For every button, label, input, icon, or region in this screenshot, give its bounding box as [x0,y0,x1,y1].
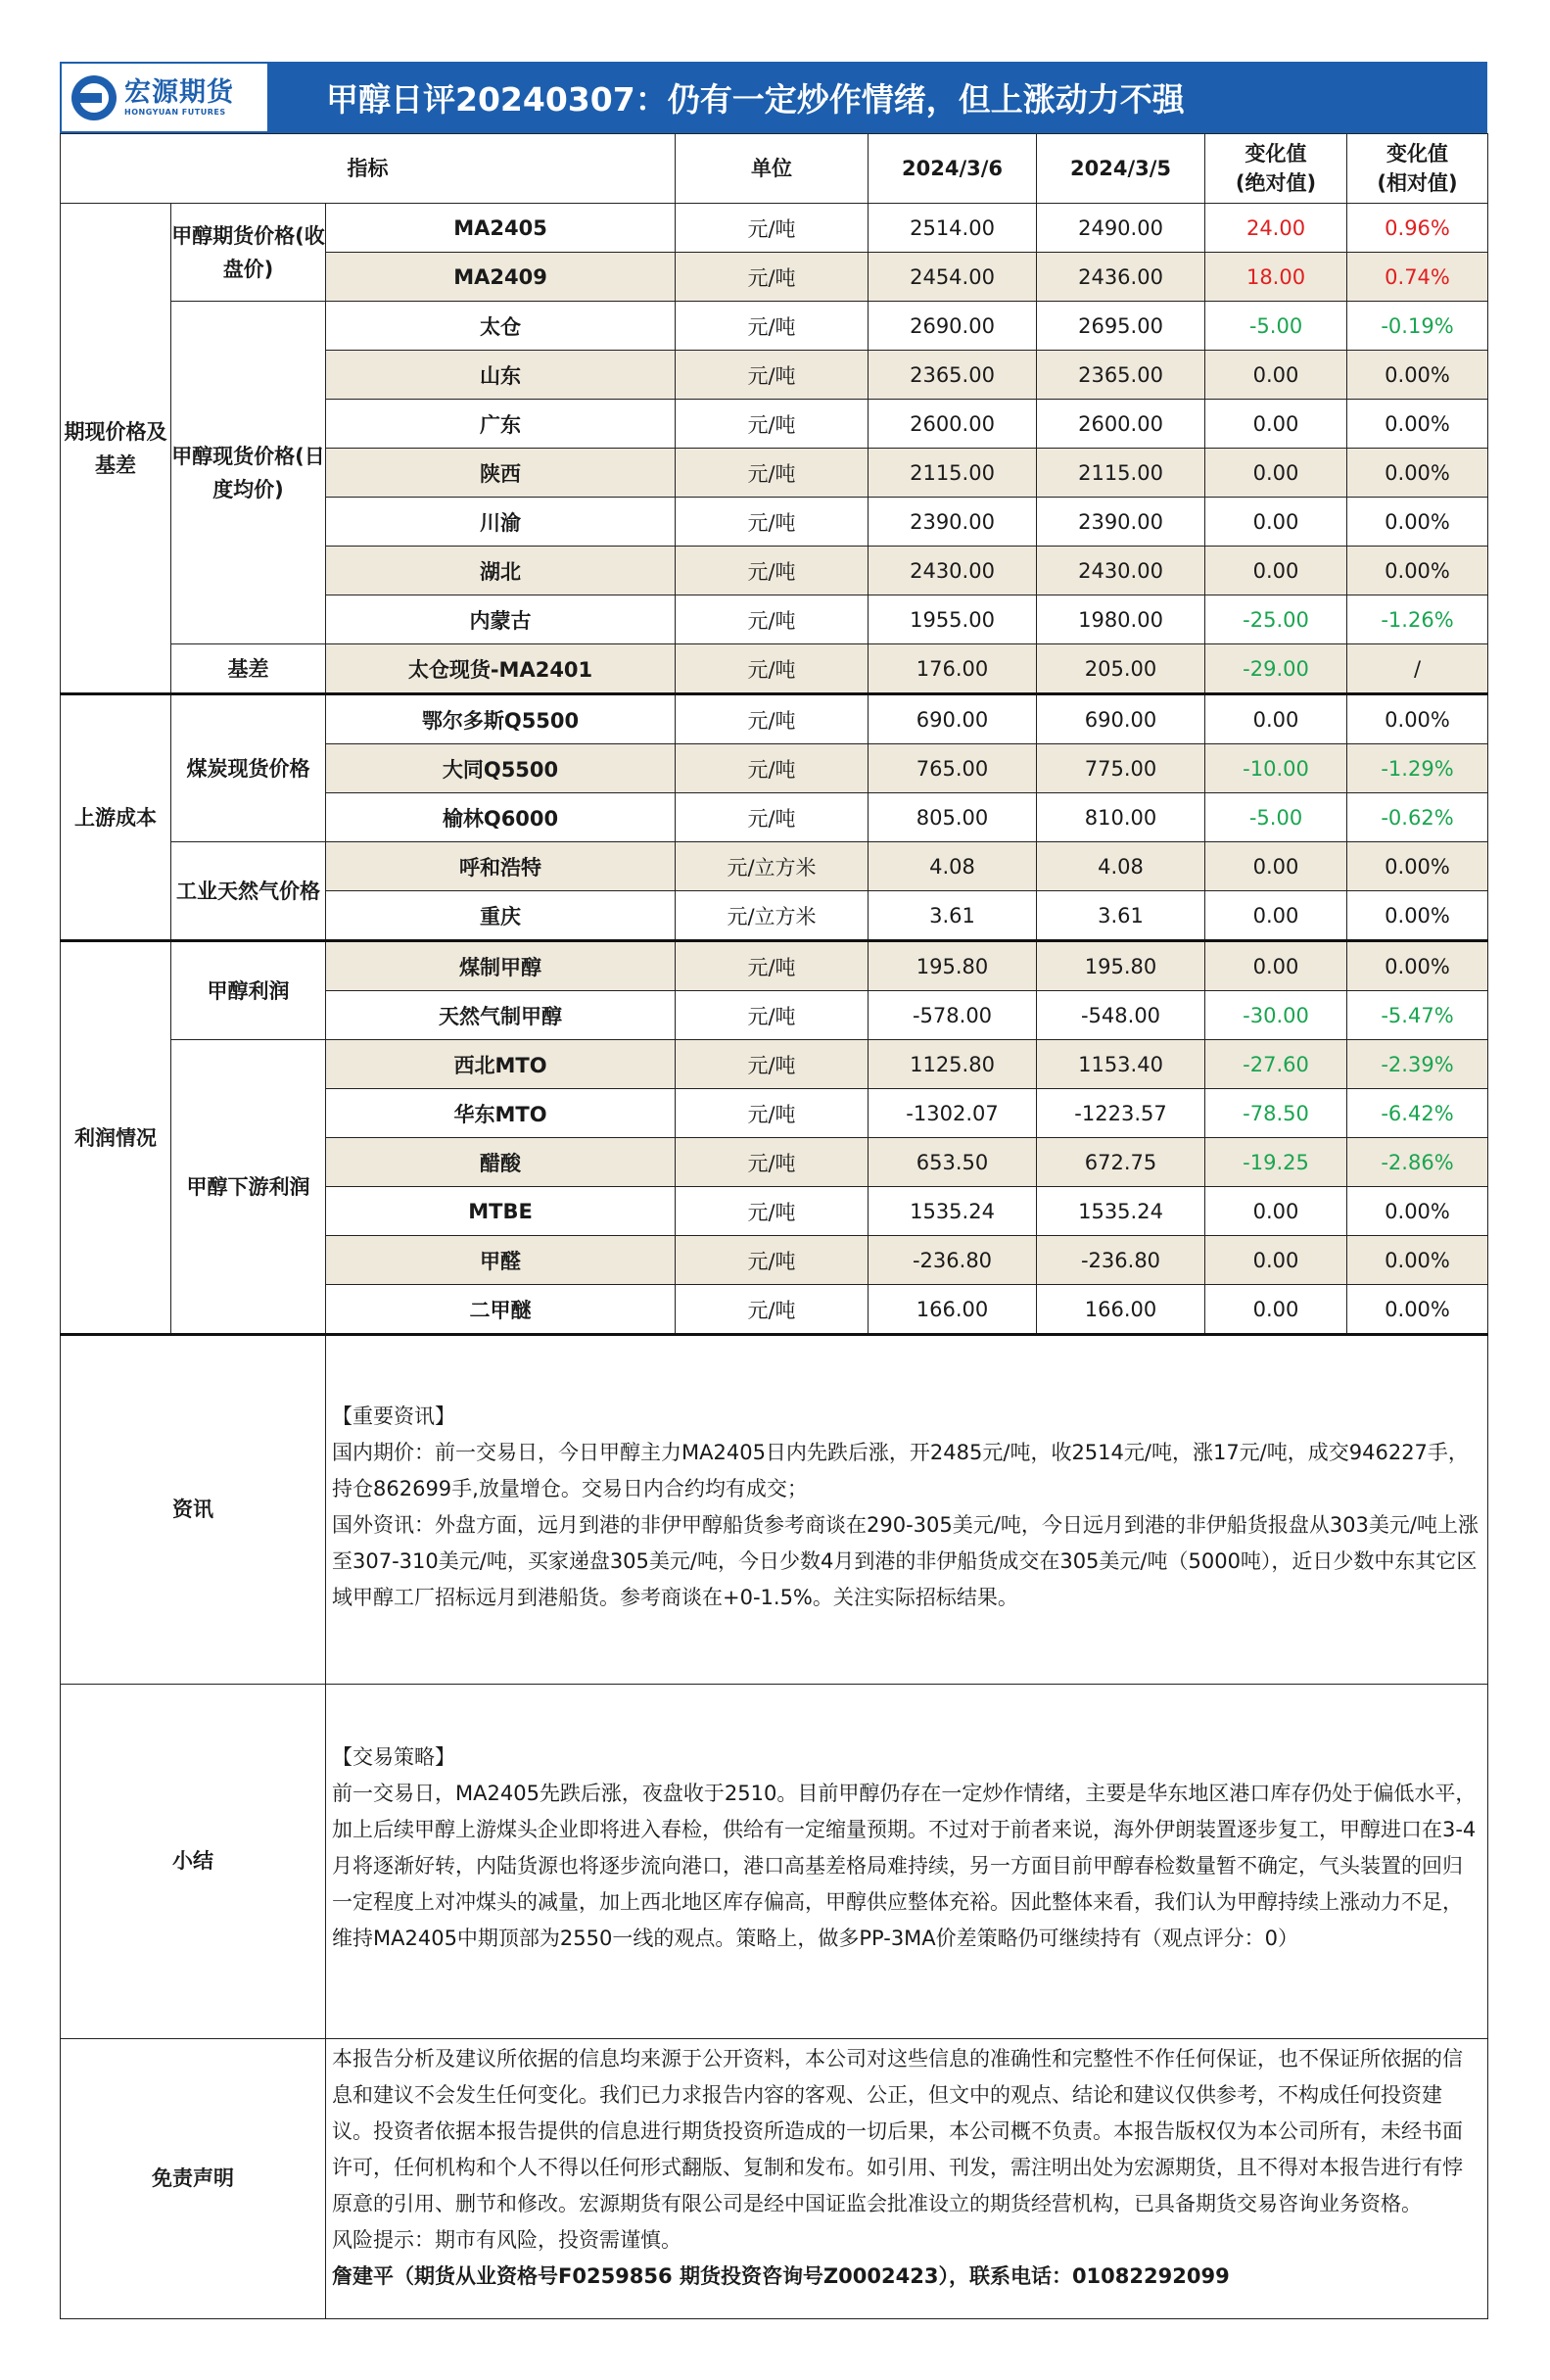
value-date1: 2454.00 [869,253,1037,302]
unit-cell: 元/吨 [676,253,869,302]
subgroup-label: 煤炭现货价格 [171,694,326,842]
summary-content [326,1685,1488,2039]
change-abs: 0.00 [1205,941,1347,991]
report-header [60,62,1487,133]
change-abs: 0.00 [1205,449,1347,498]
indicator-name: 西北MTO [326,1040,676,1089]
value-date1: 653.50 [869,1138,1037,1187]
change-abs: 0.00 [1205,842,1347,891]
value-date1: 166.00 [869,1285,1037,1335]
change-abs: 0.00 [1205,547,1347,595]
value-date2: 2695.00 [1037,302,1205,351]
summary-body: 前一交易日，MA2405先跌后涨，夜盘收于2510。目前甲醇仍存在一定炒作情绪，主要是华东地区港口库存仍处于偏低水平，加上后续甲醇上游煤头企业即将进入春检，供给有一定缩量预期。不过对于前者来说，海外伊朗装置逐步复工，甲醇进口在3-4月将逐渐好转，内陆货源也将逐步流向港口，港口高基差格局难持续，另一方面目前甲醇春检数量暂不确定，气头装置的回归一定程度上对冲煤头的减量，加上西北地区库存偏高，甲醇供应整体充裕。因此整体来看，我们认为甲醇持续上涨动力不足，维持MA2405中期顶部为2550一线的观点。策略上，做多PP-3MA价差策略仍可继续持有（观点评分：0） [332,1782,1477,1950]
change-abs: 0.00 [1205,1285,1347,1335]
value-date1: 2115.00 [869,449,1037,498]
unit-cell: 元/吨 [676,1285,869,1335]
report-sheet [60,62,1487,2319]
summary-label: 小结 [61,1685,326,2039]
change-abs: -10.00 [1205,744,1347,793]
change-rel: / [1347,644,1488,694]
value-date2: -548.00 [1037,991,1205,1040]
indicator-name: 内蒙古 [326,595,676,644]
indicator-name: 呼和浩特 [326,842,676,891]
table-row [61,644,1488,694]
unit-cell: 元/吨 [676,400,869,449]
unit-cell: 元/吨 [676,547,869,595]
subgroup-label: 基差 [171,644,326,694]
change-rel: 0.00% [1347,941,1488,991]
company-logo [62,64,267,131]
news-heading: 【重要资讯】 [332,1404,455,1428]
value-date2: 690.00 [1037,694,1205,744]
unit-cell: 元/吨 [676,1138,869,1187]
report-title: 甲醇日评20240307：仍有一定炒作情绪，但上涨动力不强 [326,80,1185,119]
unit-cell: 元/吨 [676,941,869,991]
unit-cell: 元/吨 [676,595,869,644]
group-label: 期现价格及基差 [61,204,171,694]
value-date2: 2600.00 [1037,400,1205,449]
indicator-name: 煤制甲醇 [326,941,676,991]
change-rel: 0.74% [1347,253,1488,302]
change-rel: 0.00% [1347,1236,1488,1285]
value-date1: 1535.24 [869,1187,1037,1236]
value-date2: 1535.24 [1037,1187,1205,1236]
value-date1: -1302.07 [869,1089,1037,1138]
value-date1: 1955.00 [869,595,1037,644]
unit-cell: 元/吨 [676,1089,869,1138]
unit-cell: 元/吨 [676,1040,869,1089]
news-label: 资讯 [61,1335,326,1685]
indicator-name: 醋酸 [326,1138,676,1187]
logo-chinese-name: 宏源期货 [124,77,234,108]
value-date1: 3.61 [869,891,1037,941]
indicator-name: MTBE [326,1187,676,1236]
col-date2: 2024/3/5 [1037,134,1205,204]
unit-cell: 元/吨 [676,449,869,498]
change-rel: 0.00% [1347,842,1488,891]
col-date1: 2024/3/6 [869,134,1037,204]
change-rel: -0.62% [1347,793,1488,842]
value-date2: 672.75 [1037,1138,1205,1187]
change-abs: -19.25 [1205,1138,1347,1187]
value-date2: 2390.00 [1037,498,1205,547]
summary-section [61,1685,1488,2039]
indicator-name: 太仓现货-MA2401 [326,644,676,694]
group-label: 利润情况 [61,941,171,1335]
indicator-name: 甲醛 [326,1236,676,1285]
group-label: 上游成本 [61,694,171,941]
unit-cell: 元/立方米 [676,891,869,941]
subgroup-label: 甲醇现货价格(日度均价) [171,302,326,644]
value-date2: 2436.00 [1037,253,1205,302]
value-date2: -236.80 [1037,1236,1205,1285]
change-rel: 0.00% [1347,547,1488,595]
change-abs: 0.00 [1205,498,1347,547]
subgroup-label: 甲醇下游利润 [171,1040,326,1335]
value-date2: 810.00 [1037,793,1205,842]
indicator-name: 广东 [326,400,676,449]
value-date1: 2690.00 [869,302,1037,351]
indicator-name: 重庆 [326,891,676,941]
col-change-rel: 变化值 (相对值) [1347,134,1488,204]
disclaimer-content [326,2039,1488,2319]
table-row [61,302,1488,351]
value-date2: 1153.40 [1037,1040,1205,1089]
value-date1: 805.00 [869,793,1037,842]
indicator-name: MA2409 [326,253,676,302]
change-rel: 0.00% [1347,1285,1488,1335]
unit-cell: 元/立方米 [676,842,869,891]
change-rel: -1.26% [1347,595,1488,644]
value-date1: 690.00 [869,694,1037,744]
unit-cell: 元/吨 [676,1236,869,1285]
value-date1: 2365.00 [869,351,1037,400]
value-date2: 3.61 [1037,891,1205,941]
indicator-name: 大同Q5500 [326,744,676,793]
value-date2: 166.00 [1037,1285,1205,1335]
hongyuan-logo-icon [70,73,118,122]
change-rel: 0.96% [1347,204,1488,253]
change-abs: -27.60 [1205,1040,1347,1089]
value-date2: -1223.57 [1037,1089,1205,1138]
indicator-name: 湖北 [326,547,676,595]
value-date1: 2514.00 [869,204,1037,253]
news-domestic: 国内期价：前一交易日，今日甲醇主力MA2405日内先跌后涨，开2485元/吨，收2514元/吨，涨17元/吨，成交946227手，持仓862699手,放量增仓。交易日内合约均有成交； [332,1441,1469,1500]
value-date1: 2600.00 [869,400,1037,449]
news-content [326,1335,1488,1685]
indicator-name: 川渝 [326,498,676,547]
value-date1: 1125.80 [869,1040,1037,1089]
news-section [61,1335,1488,1685]
change-rel: 0.00% [1347,1187,1488,1236]
value-date2: 4.08 [1037,842,1205,891]
unit-cell: 元/吨 [676,1187,869,1236]
indicator-name: 陕西 [326,449,676,498]
unit-cell: 元/吨 [676,644,869,694]
subgroup-label: 甲醇利润 [171,941,326,1040]
summary-heading: 【交易策略】 [332,1745,455,1769]
unit-cell: 元/吨 [676,744,869,793]
value-date2: 205.00 [1037,644,1205,694]
subgroup-label: 工业天然气价格 [171,842,326,941]
table-row [61,941,1488,991]
change-rel: 0.00% [1347,498,1488,547]
table-row [61,842,1488,891]
change-rel: -2.39% [1347,1040,1488,1089]
change-rel: 0.00% [1347,351,1488,400]
value-date2: 195.80 [1037,941,1205,991]
unit-cell: 元/吨 [676,498,869,547]
change-abs: -5.00 [1205,302,1347,351]
unit-cell: 元/吨 [676,793,869,842]
unit-cell: 元/吨 [676,351,869,400]
col-indicator: 指标 [61,134,676,204]
indicator-name: 华东MTO [326,1089,676,1138]
indicator-table [60,133,1488,2319]
indicator-name: 山东 [326,351,676,400]
indicator-name: 天然气制甲醇 [326,991,676,1040]
change-rel: 0.00% [1347,400,1488,449]
col-unit: 单位 [676,134,869,204]
indicator-name: MA2405 [326,204,676,253]
value-date1: 195.80 [869,941,1037,991]
disclaimer-body: 本报告分析及建议所依据的信息均来源于公开资料，本公司对这些信息的准确性和完整性不作任何保证，也不保证所依据的信息和建议不会发生任何变化。我们已力求报告内容的客观、公正，但文中的观点、结论和建议仅供参考，不构成任何投资建议。投资者依据本报告提供的信息进行期货投资所造成的一切后果，本公司概不负责。本报告版权仅为本公司所有，未经书面许可，任何机构和个人不得以任何形式翻版、复制和发布。如引用、刊发，需注明出处为宏源期货，且不得对本报告进行有悖原意的引用、删节和修改。宏源期货有限公司是经中国证监会批准设立的期货经营机构，已具备期货交易咨询业务资格。 [332,2047,1463,2215]
risk-note: 风险提示：期市有风险，投资需谨慎。 [332,2228,681,2252]
change-abs: 0.00 [1205,891,1347,941]
value-date1: 765.00 [869,744,1037,793]
change-abs: 0.00 [1205,1236,1347,1285]
disclaimer-label: 免责声明 [61,2039,326,2319]
value-date1: 2430.00 [869,547,1037,595]
news-overseas: 国外资讯：外盘方面，远月到港的非伊甲醇船货参考商谈在290-305美元/吨，今日远月到港的非伊船货报盘从303美元/吨上涨至307-310美元/吨，买家递盘305美元/吨，今日少数4月到港的非伊船货成交在305美元/吨（5000吨），近日少数中东其它区域甲醇工厂招标远月到港船货。参考商谈在+0-1.5%。关注实际招标结果。 [332,1513,1479,1609]
change-abs: -29.00 [1205,644,1347,694]
table-row [61,694,1488,744]
change-rel: -5.47% [1347,991,1488,1040]
change-rel: -1.29% [1347,744,1488,793]
change-abs: 0.00 [1205,694,1347,744]
indicator-name: 榆林Q6000 [326,793,676,842]
table-row [61,1040,1488,1089]
table-header-row [61,134,1488,204]
change-abs: 18.00 [1205,253,1347,302]
indicator-name: 鄂尔多斯Q5500 [326,694,676,744]
value-date1: 4.08 [869,842,1037,891]
col-change-abs: 变化值 (绝对值) [1205,134,1347,204]
logo-english-name: HONGYUAN FUTURES [124,108,226,117]
value-date2: 2430.00 [1037,547,1205,595]
change-abs: -30.00 [1205,991,1347,1040]
change-rel: 0.00% [1347,891,1488,941]
unit-cell: 元/吨 [676,302,869,351]
value-date1: -578.00 [869,991,1037,1040]
value-date2: 2365.00 [1037,351,1205,400]
subgroup-label: 甲醇期货价格(收盘价) [171,204,326,302]
value-date2: 2490.00 [1037,204,1205,253]
value-date1: -236.80 [869,1236,1037,1285]
value-date2: 775.00 [1037,744,1205,793]
change-abs: -5.00 [1205,793,1347,842]
indicator-name: 二甲醚 [326,1285,676,1335]
unit-cell: 元/吨 [676,694,869,744]
change-abs: 0.00 [1205,400,1347,449]
change-rel: 0.00% [1347,694,1488,744]
value-date2: 2115.00 [1037,449,1205,498]
table-row [61,204,1488,253]
value-date2: 1980.00 [1037,595,1205,644]
change-rel: -2.86% [1347,1138,1488,1187]
disclaimer-section [61,2039,1488,2319]
change-rel: -6.42% [1347,1089,1488,1138]
change-abs: -78.50 [1205,1089,1347,1138]
analyst-info: 詹建平（期货从业资格号F0259856 期货投资咨询号Z0002423），联系电话：01082292099 [332,2264,1230,2288]
value-date1: 176.00 [869,644,1037,694]
change-rel: -0.19% [1347,302,1488,351]
unit-cell: 元/吨 [676,991,869,1040]
change-abs: 0.00 [1205,351,1347,400]
change-rel: 0.00% [1347,449,1488,498]
value-date1: 2390.00 [869,498,1037,547]
change-abs: 0.00 [1205,1187,1347,1236]
unit-cell: 元/吨 [676,204,869,253]
change-abs: -25.00 [1205,595,1347,644]
indicator-name: 太仓 [326,302,676,351]
change-abs: 24.00 [1205,204,1347,253]
